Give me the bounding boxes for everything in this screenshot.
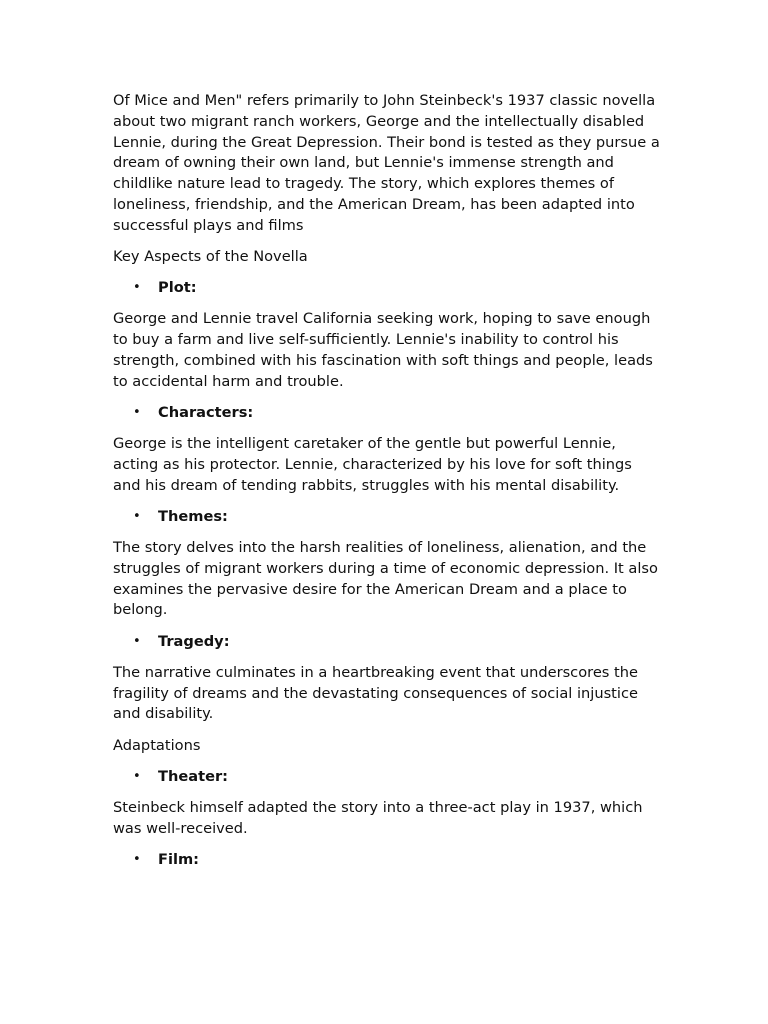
bullet-dot-icon: • (133, 508, 141, 524)
theater-paragraph: Steinbeck himself adapted the story into a three-act play in 1937, which was well-received. (113, 799, 643, 837)
bullet-dot-icon: • (133, 851, 141, 867)
bullet-dot-icon: • (133, 404, 141, 420)
bullet-dot-icon: • (133, 768, 141, 784)
section-heading-adaptations: Adaptations (113, 736, 201, 754)
bullet-label: Plot: (158, 279, 197, 297)
plot-paragraph: George and Lennie travel California seeking work, hoping to save enough to buy a farm and live self-sufficiently. Lennie's inability to control his strength, combined with his fascination with soft things and people, leads to accidental harm and trouble. (113, 310, 653, 390)
bullet-plot (113, 278, 661, 299)
bullet-label: Tragedy: (158, 632, 230, 650)
document-page (113, 91, 661, 881)
bullet-label: Themes: (158, 507, 228, 525)
bullet-dot-icon: • (133, 633, 141, 649)
bullet-dot-icon: • (133, 280, 141, 296)
bullet-tragedy (113, 632, 661, 653)
bullet-label: Theater: (158, 767, 228, 785)
themes-paragraph: The story delves into the harsh realities of loneliness, alienation, and the struggles of migrant workers during a time of economic depression. It also examines the pervasive desire for the American Dream and a place to belong. (113, 539, 658, 619)
section-heading-key-aspects: Key Aspects of the Novella (113, 247, 308, 265)
bullet-label: Film: (158, 850, 200, 868)
bullet-label: Characters: (158, 403, 254, 421)
bullet-film (113, 850, 661, 871)
intro-paragraph: Of Mice and Men" refers primarily to John Steinbeck's 1937 classic novella about two migrant ranch workers, George and the intellectually disabled Lennie, during the Great Depression. Their bond is tested as they pursue a dream of owning their own land, but Lennie's immense strength and childlike nature lead to tragedy. The story, which explores themes of loneliness, friendship, and the American Dream, has been adapted into successful plays and films (113, 92, 660, 234)
bullet-theater (113, 767, 661, 788)
bullet-themes (113, 507, 661, 528)
tragedy-paragraph: The narrative culminates in a heartbreaking event that underscores the fragility of dreams and the devastating consequences of social injustice and disability. (113, 663, 638, 723)
characters-paragraph: George is the intelligent caretaker of the gentle but powerful Lennie, acting as his protector. Lennie, characterized by his love for soft things and his dream of tending rabbits, struggles with his mental disability. (113, 435, 632, 494)
bullet-characters (113, 403, 661, 424)
